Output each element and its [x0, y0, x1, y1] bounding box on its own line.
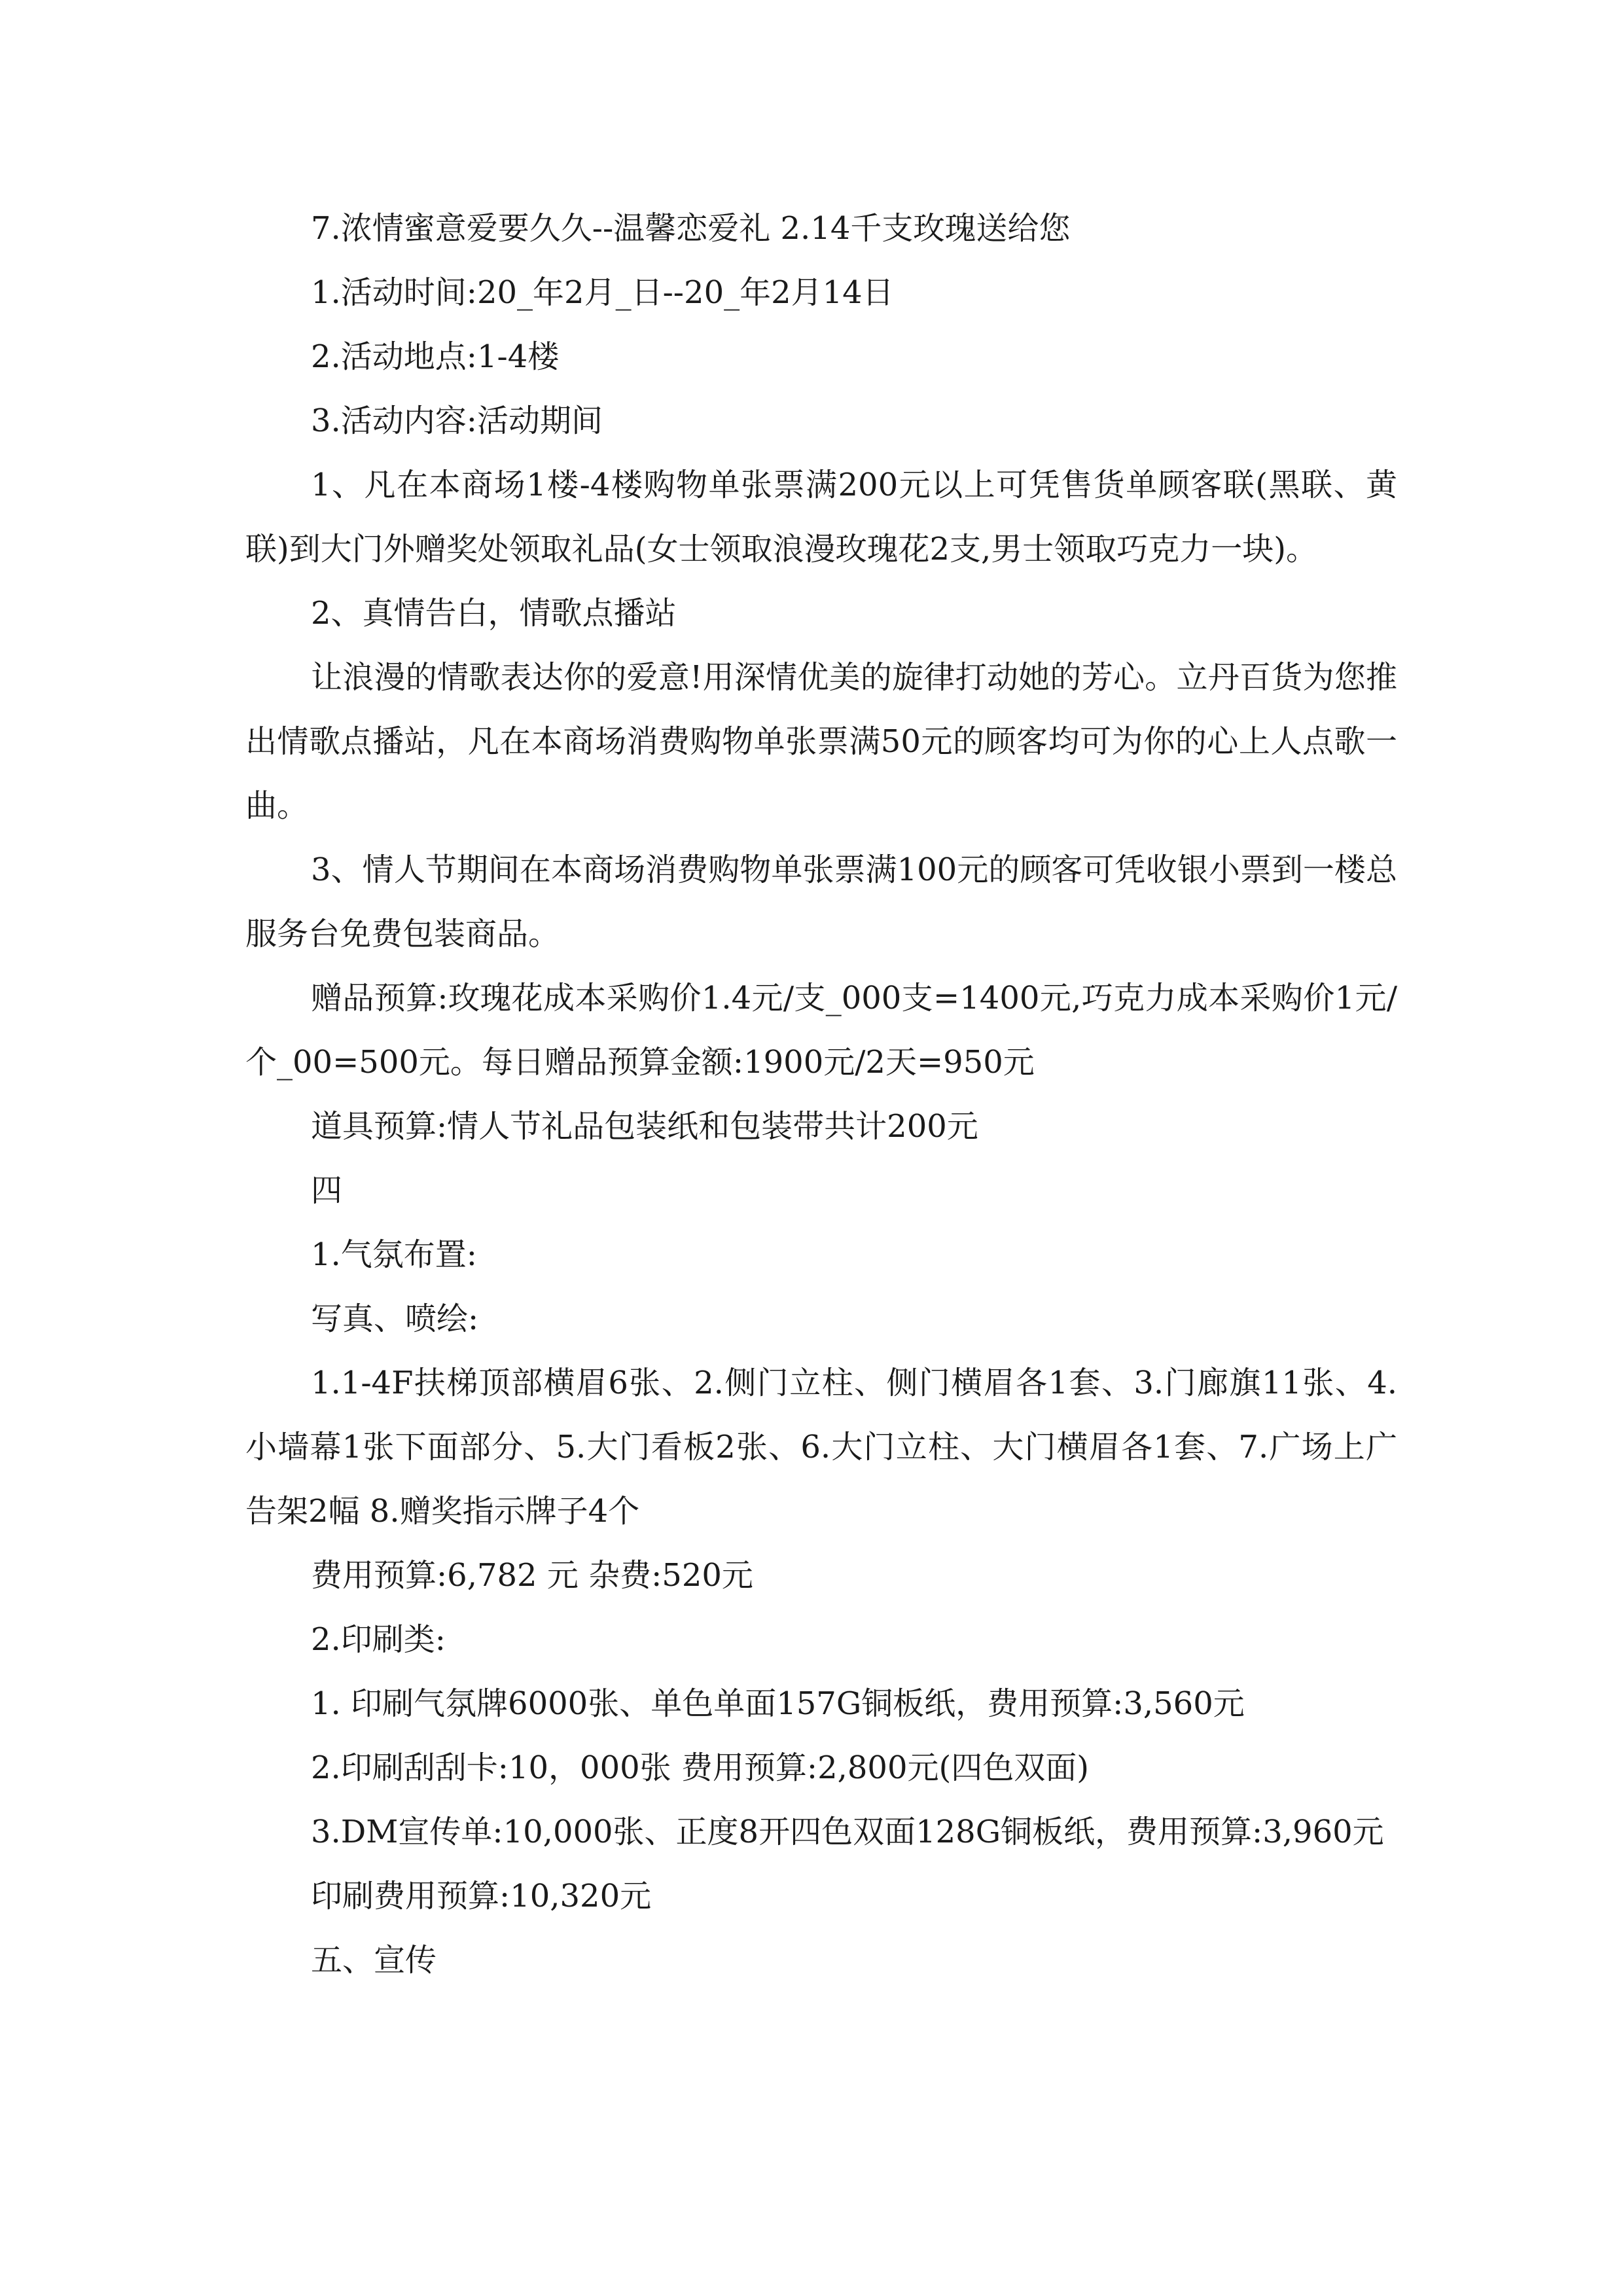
section-five-heading: 五、宣传	[311, 1942, 437, 1979]
props-budget: 道具预算:情人节礼品包装纸和包装带共计200元	[311, 1108, 978, 1145]
section-four-heading: 四	[311, 1172, 343, 1209]
content-item-gift: 1、凡在本商场1楼-4楼购物单张票满200元以上可凭售货单顾客联(黑联、黄联)到大门外赠奖处领取礼品(女士领取浪漫玫瑰花2支,男士领取巧克力一块)。	[245, 467, 1397, 567]
activity-title: 7.浓情蜜意爱要久久--温馨恋爱礼 2.14千支玫瑰送给您	[311, 210, 1071, 247]
document-body	[245, 196, 1397, 1992]
printing-heading: 2.印刷类:	[311, 1621, 446, 1658]
content-item-song-heading: 2、真情告白，情歌点播站	[311, 595, 677, 632]
activity-time: 1.活动时间:20_年2月_日--20_年2月14日	[311, 274, 894, 311]
activity-content-heading: 3.活动内容:活动期间	[311, 403, 603, 439]
atmosphere-heading: 1.气氛布置:	[311, 1236, 477, 1273]
printing-item-1: 1. 印刷气氛牌6000张、单色单面157G铜板纸，费用预算:3,560元	[311, 1685, 1245, 1722]
photo-inkjet-list: 1.1-4F扶梯顶部横眉6张、2.侧门立柱、侧门横眉各1套、3.门廊旗11张、4.小墙幕1张下面部分、5.大门看板2张、6.大门立柱、大门横眉各1套、7.广场上广告架2幅 8.赠奖指示牌子4个	[245, 1365, 1397, 1530]
content-item-song-detail: 让浪漫的情歌表达你的爱意!用深情优美的旋律打动她的芳心。立丹百货为您推出情歌点播站，凡在本商场消费购物单张票满50元的顾客均可为你的心上人点歌一曲。	[245, 659, 1397, 824]
printing-budget-total: 印刷费用预算:10,320元	[311, 1878, 652, 1914]
atmosphere-budget: 费用预算:6,782 元 杂费:520元	[311, 1557, 753, 1594]
printing-item-3: 3.DM宣传单:10,000张、正度8开四色双面128G铜板纸，费用预算:3,960元	[311, 1814, 1384, 1850]
gift-budget: 赠品预算:玫瑰花成本采购价1.4元/支_000支=1400元,巧克力成本采购价1元/个_00=500元。每日赠品预算金额:1900元/2天=950元	[245, 980, 1397, 1081]
content-item-wrapping: 3、情人节期间在本商场消费购物单张票满100元的顾客可凭收银小票到一楼总服务台免费包装商品。	[245, 852, 1397, 952]
activity-location: 2.活动地点:1-4楼	[311, 338, 560, 375]
printing-item-2: 2.印刷刮刮卡:10，000张 费用预算:2,800元(四色双面)	[311, 1749, 1089, 1786]
photo-inkjet-heading: 写真、喷绘:	[311, 1300, 479, 1337]
